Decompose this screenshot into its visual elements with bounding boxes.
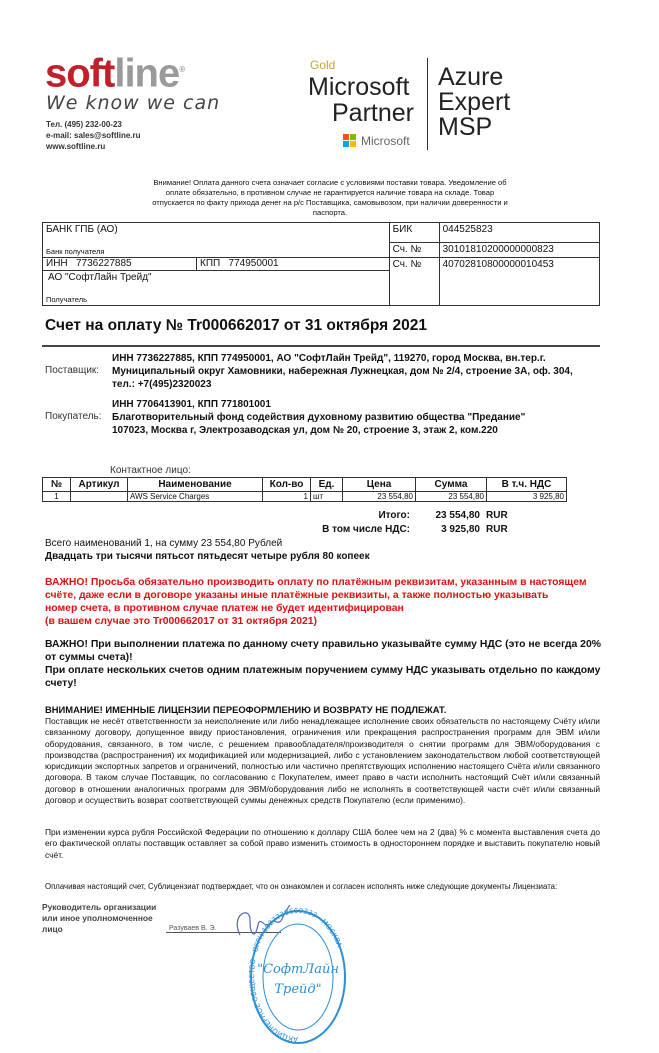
cell-price: 23 554,80 bbox=[343, 492, 416, 502]
total-currency: RUR bbox=[486, 510, 508, 521]
col-header: Кол-во bbox=[263, 478, 311, 492]
contact-label: Контактное лицо: bbox=[110, 465, 191, 476]
supplier-line: ИНН 7736227885, КПП 774950001, АО "СофтЛайн Трейд", 119270, город Москва, вн.тер.г. bbox=[112, 353, 546, 364]
buyer-line: ИНН 7706413901, КПП 771801001 bbox=[112, 399, 271, 410]
signatory-role: Руководитель организации или иное уполномоченное лицо bbox=[42, 902, 157, 934]
col-header: № bbox=[43, 478, 71, 492]
microsoft-logo-icon bbox=[343, 134, 357, 148]
col-header: Сумма bbox=[416, 478, 487, 492]
phone: Тел. (495) 232-00-23 bbox=[46, 120, 122, 129]
stamp-outer-text: АКЦИОНЕРНОЕ ОБЩЕСТВО · ОГРН 1027739669333 · МОСКВА · bbox=[248, 906, 345, 1044]
company-stamp-icon bbox=[248, 905, 348, 1050]
important-requisites bbox=[45, 576, 605, 628]
cell-sku bbox=[71, 492, 128, 502]
supplier-label: Поставщик: bbox=[45, 365, 100, 376]
azure-line2: Expert bbox=[438, 88, 511, 116]
title-divider bbox=[42, 345, 600, 347]
inn: 7736227885 bbox=[75, 258, 132, 269]
recipient-label: Получатель bbox=[46, 295, 87, 304]
vat-note: При оплате нескольких счетов одним платежным поручением сумму НДС указывать отдельно по каждому счету! bbox=[45, 665, 601, 689]
softline-logo: softline® bbox=[45, 51, 185, 96]
signatory-name: Разуваев В. Э. bbox=[166, 925, 281, 933]
currency-text: При изменении курса рубля Российской Федерации по отношению к доллару США более чем на 2 (два) % с момента выставления счета до его фактической оплаты поставщик оставляет за собой право изменить стоимость в одностороннем порядке и выставить покупателю новый счёт. bbox=[45, 827, 600, 860]
azure-line1: Azure bbox=[438, 63, 504, 91]
bank-name: БАНК ГПБ (АО) bbox=[46, 224, 118, 235]
cell-no: 1 bbox=[43, 492, 71, 502]
azure-line3: MSP bbox=[438, 113, 493, 141]
col-header: Ед. bbox=[311, 478, 343, 492]
supplier-details bbox=[112, 352, 602, 391]
red-line: счёте, даже если в договоре указаны иные платёжные реквизиты, а также полностью указывать bbox=[45, 590, 549, 601]
corr-acc-label: Сч. № bbox=[389, 243, 439, 258]
page-title: Счет на оплату № Tr000662017 от 31 октября 2021 bbox=[45, 317, 427, 334]
cell-sum: 23 554,80 bbox=[416, 492, 487, 502]
bik-label: БИК bbox=[389, 223, 439, 243]
table-row bbox=[43, 492, 567, 502]
bank-details bbox=[42, 222, 600, 306]
inn-label: ИНН bbox=[46, 258, 68, 269]
red-line: (в вашем случае это Tr000662017 от 31 октября 2021) bbox=[45, 616, 317, 627]
account: 40702810800000010453 bbox=[439, 258, 599, 306]
stamp-inner-text: Трейд" bbox=[274, 982, 322, 997]
partner-line1: Microsoft bbox=[308, 73, 410, 101]
kpp-label: КПП bbox=[200, 258, 221, 269]
microsoft-label: Microsoft bbox=[361, 134, 410, 148]
partner-gold: Gold bbox=[310, 58, 336, 72]
cell-unit: шт bbox=[311, 492, 343, 502]
license-text: Поставщик не несёт ответственности за неисполнение или либо ненадлежащее исполнение своих обязательств по настоящему Счёту и/или связанному договору, допущенное ввиду приостановления, ограничения или прекращения распространения программ для ЭВМ и/или оборудования, связанного, в том числе, с решением правообладателя/производителя о снятии программ для ЭВМ/оборудования с производства (распространения) их модификацией или модернизацией, либо с установлением законодательством любой соответствующей юрисдикции экспортных запретов и ограничений, полностью или частично препятствующих исполнению настоящего Счёта и/или связанного договора. В таком случае Поставщик, по согласованию с Покупателем, имеет право в части исполнить настоящий Счёт и/или связанный договор в отношении аналогичных программ для ЭВМ/оборудования либо не исполнять в соответствующей части счёт и/или связанный договор и осуществить возврат соответствующей суммы денежных средств Покупателю (если применимо). bbox=[45, 716, 600, 806]
payment-notice: Внимание! Оплата данного счета означает согласие с условиями поставки товара. Уведомление об оплате обязательно, в противном случае не гарантируется наличие товара на складе. Товар отпускается по факту прихода денег на р/с Поставщика, самовывозом, при наличии доверенности и паспорта. bbox=[152, 178, 508, 217]
tagline: We know we can bbox=[46, 92, 221, 114]
total-value: 23 554,80 bbox=[435, 510, 480, 521]
license-heading: ВНИМАНИЕ! ИМЕННЫЕ ЛИЦЕНЗИИ ПЕРЕОФОРМЛЕНИЮ И ВОЗВРАТУ НЕ ПОДЛЕЖАТ. bbox=[45, 704, 447, 715]
col-header: Наименование bbox=[128, 478, 263, 492]
supplier-line: Муниципальный округ Хамовники, набережная Лужнецкая, дом № 2/4, строение 3А, оф. 304, bbox=[112, 366, 573, 377]
vat-currency: RUR bbox=[486, 524, 508, 535]
vat-value: 3 925,80 bbox=[441, 524, 480, 535]
partner-line2: Partner bbox=[332, 99, 414, 127]
items-table bbox=[42, 477, 567, 502]
vat-label: В том числе НДС: bbox=[322, 524, 410, 535]
cell-vat: 3 925,80 bbox=[487, 492, 567, 502]
cell-qty: 1 bbox=[263, 492, 311, 502]
email[interactable]: e-mail: sales@softline.ru bbox=[46, 131, 141, 140]
website[interactable]: www.softline.ru bbox=[46, 142, 106, 151]
red-line: номер счета, в противном случае платеж не будет идентифицирован bbox=[45, 603, 404, 614]
divider bbox=[427, 58, 428, 150]
buyer-line: Благотворительный фонд содействия духовному развитию общества "Предание" bbox=[112, 412, 526, 423]
sublicense-text: Оплачивая настоящий счет, Сублицензиат подтверждает, что он ознакомлен и согласен исполнять ниже следующие документы Лицензиата: bbox=[45, 882, 558, 891]
vat-note: ВАЖНО! При выполнении платежа по данному счету правильно указывайте сумму НДС (это не всегда 20% от суммы счета)! bbox=[45, 639, 601, 663]
recipient: АО "СофтЛайн Трейд" bbox=[48, 272, 152, 283]
important-vat bbox=[45, 638, 605, 690]
buyer-details bbox=[112, 398, 602, 437]
col-header: Цена bbox=[343, 478, 416, 492]
items-summary: Всего наименований 1, на сумму 23 554,80 Рублей bbox=[45, 538, 283, 549]
col-header: В т.ч. НДС bbox=[487, 478, 567, 492]
corr-account: 30101810200000000823 bbox=[439, 243, 599, 258]
account-label: Сч. № bbox=[389, 258, 439, 306]
col-header: Артикул bbox=[71, 478, 128, 492]
bank-label: Банк получателя bbox=[46, 247, 105, 256]
kpp: 774950001 bbox=[228, 258, 279, 269]
cell-name: AWS Service Charges bbox=[128, 492, 263, 502]
red-line: ВАЖНО! Просьба обязательно производить оплату по платёжным реквизитам, указанным в настоящем bbox=[45, 577, 587, 588]
bik: 044525823 bbox=[439, 223, 599, 243]
supplier-line: тел.: +7(495)2320023 bbox=[112, 379, 212, 390]
buyer-label: Покупатель: bbox=[45, 411, 102, 422]
table-header bbox=[43, 478, 567, 492]
total-label: Итого: bbox=[378, 510, 410, 521]
stamp-inner-text: "СофтЛайн bbox=[257, 962, 339, 977]
buyer-line: 107023, Москва г, Электрозаводская ул, дом № 20, строение 3, этаж 2, ком.220 bbox=[112, 425, 498, 436]
amount-in-words: Двадцать три тысячи пятьсот пятьдесят четыре рубля 80 копеек bbox=[45, 551, 370, 562]
